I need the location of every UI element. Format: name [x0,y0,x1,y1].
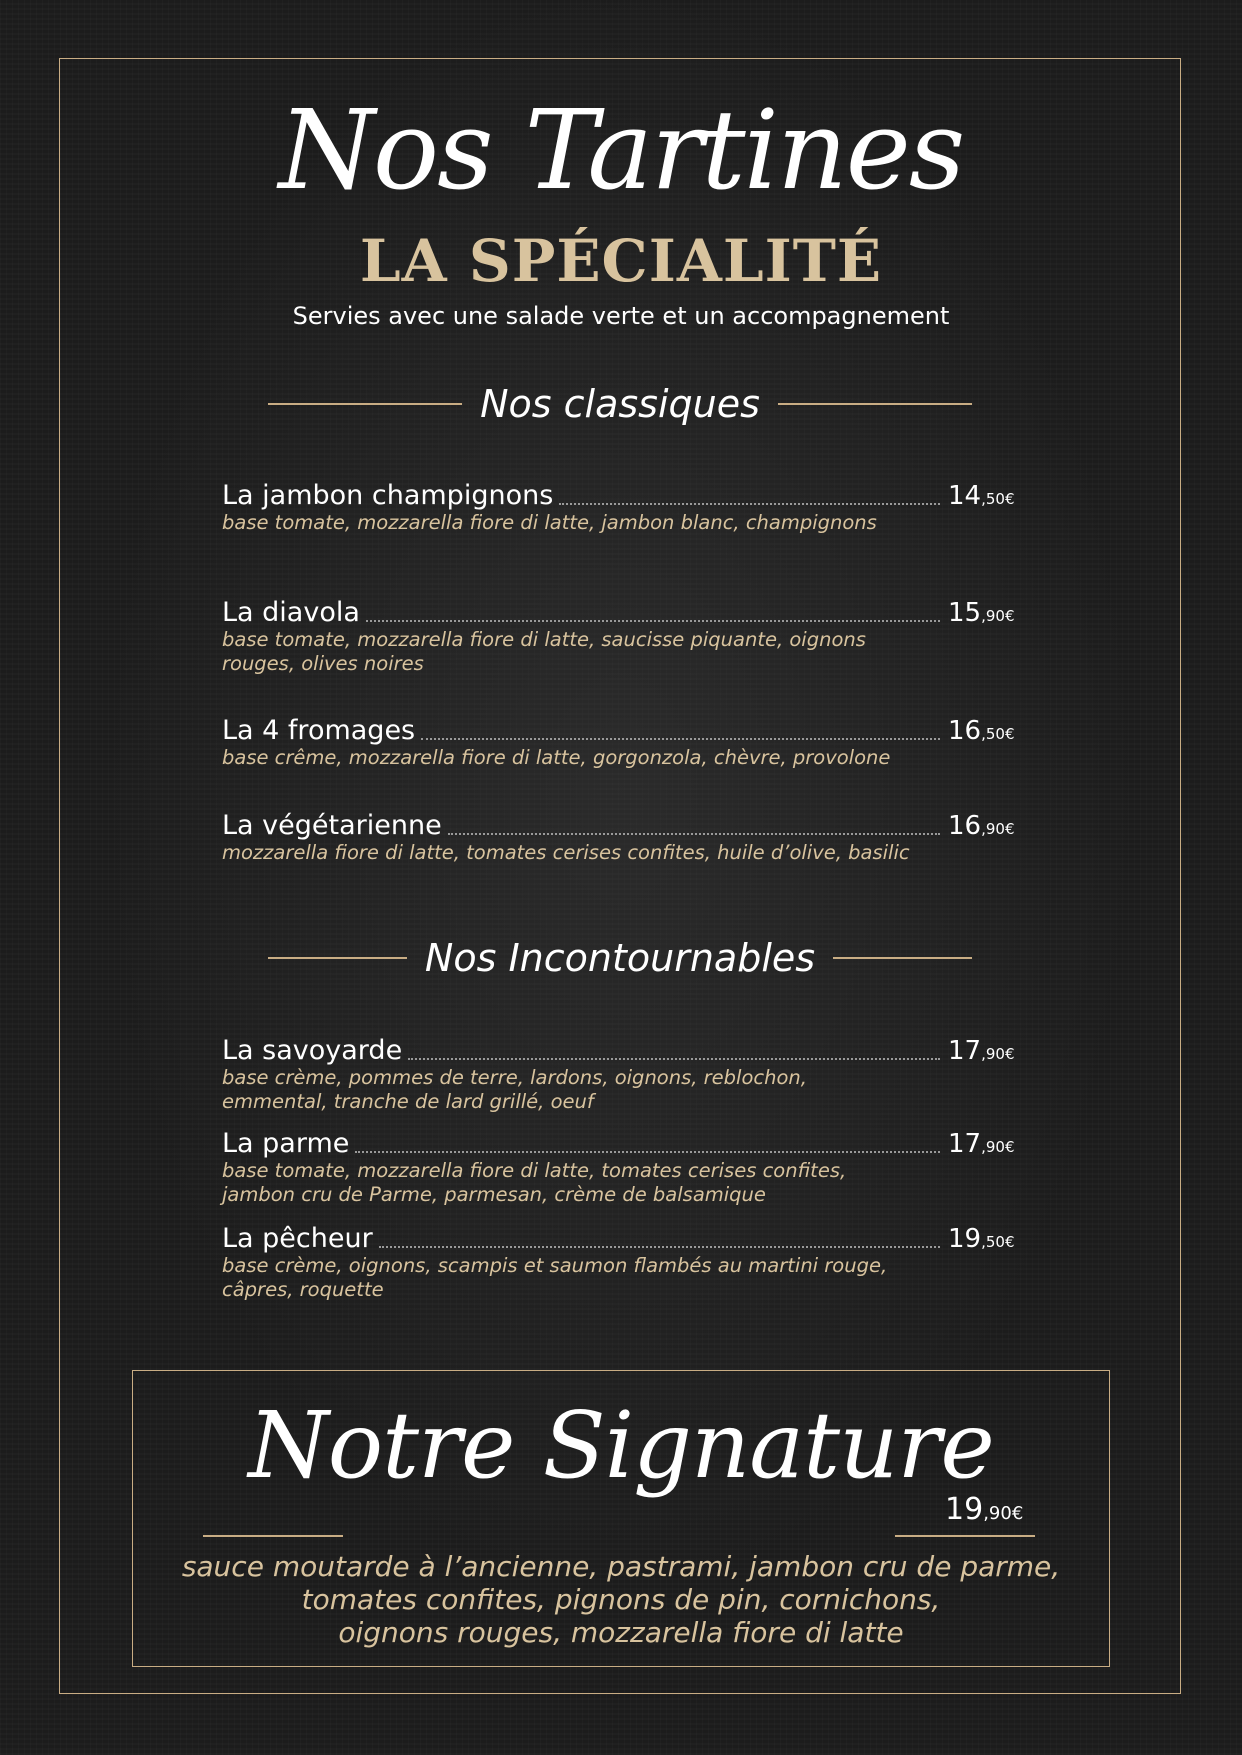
item-description: base tomate, mozzarella fiore di latte, saucisse piquante, oignons rouges, olives noires [222,628,866,675]
section-rule-left [268,957,407,959]
item-name: La pêcheur [222,1223,373,1254]
menu-tagline: Servies avec une salade verte et un accompagnement [292,302,950,330]
price-main: 19 [948,1224,982,1254]
signature-desc-line: oignons rouges, mozzarella fiore di latte [338,1616,904,1649]
dot-leader [355,1151,940,1153]
dot-leader [379,1246,940,1248]
item-price [948,1131,1020,1157]
price-cents: ,90€ [983,1503,1024,1524]
section-label: Nos classiques [480,382,760,426]
menu-subtitle: LA SPÉCIALITÉ [359,227,883,295]
menu-item [222,1032,1020,1114]
item-name: La végétarienne [222,810,442,841]
menu-item [222,1220,1020,1302]
price-cents: ,50€ [981,490,1015,508]
price-cents: ,90€ [981,607,1015,625]
price-main: 17 [948,1036,982,1066]
price-cents: ,90€ [981,1045,1015,1063]
item-description: base tomate, mozzarella fiore di latte, jambon blanc, champignons [222,511,877,534]
dot-leader [559,503,940,505]
section-rule-right [833,957,972,959]
dot-leader [366,620,940,622]
signature-desc-line: sauce moutarde à l’ancienne, pastrami, jambon cru de parme, [181,1550,1061,1583]
item-price [948,718,1020,744]
item-price [948,813,1020,839]
signature-description [132,1550,1110,1649]
price-main: 19 [945,1492,984,1527]
price-main: 17 [948,1129,982,1159]
section-title-classiques [268,382,972,426]
section-rule-left [268,403,462,405]
menu-item [222,594,1020,676]
menu-item [222,477,1020,535]
item-description: mozzarella fiore di latte, tomates cerises confites, huile d’olive, basilic [222,841,910,864]
price-main: 14 [948,481,982,511]
item-name: La diavola [222,597,360,628]
section-label: Nos Incontournables [424,936,816,980]
signature-rule-right [895,1535,1035,1537]
item-name: La jambon champignons [222,480,554,511]
menu-item [222,712,1020,770]
signature-desc-line: tomates confites, pignons de pin, cornichons, [301,1583,941,1616]
price-main: 16 [948,716,982,746]
dot-leader [448,833,940,835]
item-name: La 4 fromages [222,715,416,746]
price-cents: ,90€ [981,1138,1015,1156]
item-name: La parme [222,1128,350,1159]
item-description: base tomate, mozzarella fiore di latte, tomates cerises confites, jambon cru de Parme, parmesan, crème de balsamique [222,1159,847,1206]
menu-title: Nos Tartines [278,86,964,214]
section-rule-right [778,403,972,405]
item-description: base crême, mozzarella fiore di latte, gorgonzola, chèvre, provolone [222,746,891,769]
price-cents: ,50€ [981,725,1015,743]
item-price [948,1226,1020,1252]
dot-leader [421,738,940,740]
signature-price [945,1492,1024,1527]
item-price [948,600,1020,626]
price-main: 16 [948,811,982,841]
dot-leader [408,1058,940,1060]
menu-item [222,807,1020,865]
price-cents: ,50€ [981,1233,1015,1251]
item-description: base crème, oignons, scampis et saumon flambés au martini rouge, câpres, roquette [222,1254,888,1301]
price-cents: ,90€ [981,820,1015,838]
item-price [948,483,1020,509]
signature-rule-left [203,1535,343,1537]
item-name: La savoyarde [222,1035,403,1066]
item-description: base crème, pommes de terre, lardons, oignons, reblochon, emmental, tranche de lard grillé, oeuf [222,1066,807,1113]
item-price [948,1038,1020,1064]
signature-title: Notre Signature [248,1392,994,1499]
menu-item [222,1125,1020,1207]
section-title-incontournables [268,936,972,980]
price-main: 15 [948,598,982,628]
